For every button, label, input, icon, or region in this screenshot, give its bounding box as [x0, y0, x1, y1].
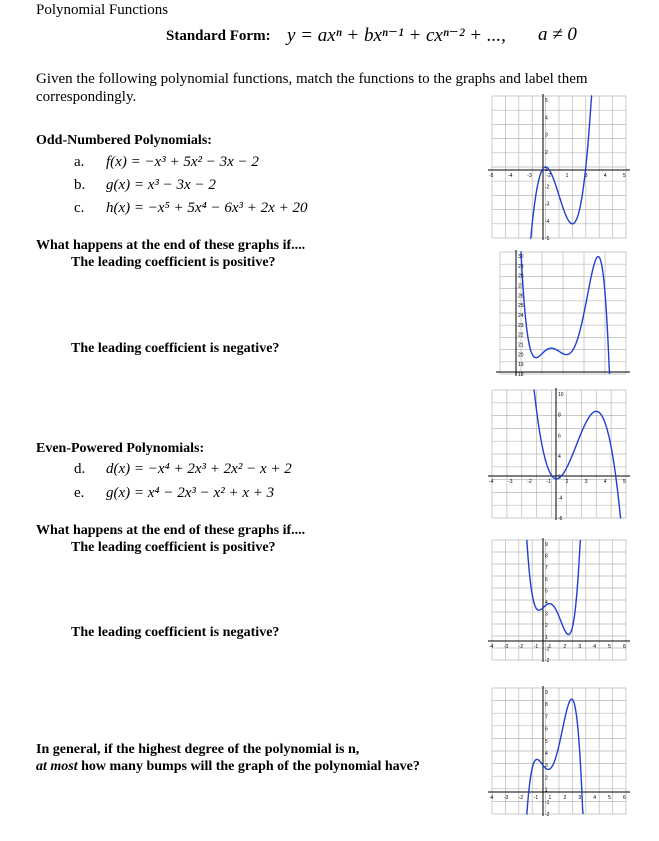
y-tick-label: -4: [545, 218, 550, 225]
y-tick-label: 9: [545, 690, 548, 696]
x-tick-label: -1: [533, 795, 539, 801]
y-tick-label: 18: [518, 372, 524, 378]
y-tick-label: 2: [545, 149, 548, 156]
item-equation: d(x) = −x⁴ + 2x³ + 2x² − x + 2: [106, 461, 292, 477]
y-tick-label: 3: [545, 132, 548, 139]
even-positive: The leading coefficient is positive?: [71, 540, 276, 555]
y-tick-label: -1: [545, 799, 550, 806]
y-tick-label: 4: [545, 600, 548, 606]
y-tick-label: -6: [558, 516, 563, 522]
even-question: What happens at the end of these graphs if....: [36, 523, 306, 538]
graph5-grid: [492, 688, 626, 814]
x-tick-label: -4: [508, 173, 513, 179]
y-tick-label: 10: [558, 392, 564, 398]
y-tick-label: 26: [518, 293, 524, 300]
instructions: Given the following polynomial functions, match the functions to the graphs and label them correspondingly.: [36, 71, 588, 105]
graph-5: [486, 684, 632, 820]
x-tick-label: 2: [565, 479, 569, 485]
even-negative: The leading coefficient is negative?: [71, 625, 280, 640]
standard-form-condition: a ≠ 0: [538, 24, 577, 45]
x-tick-label: -2: [546, 173, 551, 179]
x-tick-label: -4: [489, 479, 494, 485]
y-tick-label: 22: [518, 332, 524, 339]
y-tick-label: 27: [518, 283, 524, 290]
x-tick-label: -4: [489, 644, 494, 650]
graph-3-svg: [486, 386, 632, 524]
item-label: a.: [74, 154, 85, 170]
y-tick-label: 6: [558, 433, 561, 440]
y-tick-label: 29: [518, 263, 524, 270]
y-tick-label: 21: [518, 342, 524, 349]
y-tick-label: 2: [545, 775, 548, 782]
y-tick-label: 4: [545, 115, 548, 122]
y-tick-label: 8: [545, 702, 548, 709]
x-tick-label: 1: [548, 644, 552, 650]
y-tick-label: 6: [545, 576, 548, 583]
x-tick-label: 5: [608, 795, 611, 801]
y-tick-label: -4: [558, 495, 563, 502]
item-label: b.: [74, 177, 86, 193]
x-tick-label: 3: [578, 795, 582, 801]
y-tick-label: 5: [545, 98, 548, 104]
graph4-grid: [492, 540, 626, 660]
y-tick-label: -1: [545, 646, 550, 653]
graph-4-svg: [486, 536, 632, 666]
item-label: d.: [74, 461, 86, 477]
x-tick-label: 2: [563, 644, 567, 650]
even-heading: Even-Powered Polynomials:: [36, 441, 205, 456]
x-tick-label: -3: [503, 644, 509, 650]
item-label: e.: [74, 485, 85, 501]
x-tick-label: -2: [518, 795, 524, 801]
y-tick-label: 23: [518, 322, 524, 329]
y-tick-label: 5: [545, 738, 548, 745]
even-item-e: [74, 485, 274, 502]
y-tick-label: 9: [545, 542, 548, 548]
y-tick-label: 19: [518, 362, 524, 369]
y-tick-label: 2: [545, 623, 548, 630]
standard-form-label: Standard Form:: [166, 28, 271, 44]
y-tick-label: 1: [545, 634, 548, 641]
standard-form-formula: y = axⁿ + bxⁿ⁻¹ + cxⁿ⁻² + ...,: [287, 25, 506, 46]
x-tick-label: -3: [527, 173, 532, 179]
graph1-grid: [492, 96, 626, 238]
y-tick-label: 3: [545, 611, 548, 618]
page-title: Polynomial Functions: [36, 2, 169, 18]
item-equation: f(x) = −x³ + 5x² − 3x − 2: [106, 154, 259, 170]
general-line2: [36, 759, 420, 775]
y-tick-label: 6: [545, 726, 548, 733]
y-tick-label: 5: [545, 588, 548, 595]
general-line1: In general, if the highest degree of the polynomial is n,: [36, 742, 360, 757]
x-tick-label: 4: [603, 479, 607, 485]
y-tick-label: 3: [545, 763, 548, 770]
even-item-d: [74, 461, 292, 478]
x-tick-label: -5: [489, 173, 494, 179]
x-tick-label: 6: [623, 795, 626, 801]
x-tick-label: 2: [563, 795, 567, 801]
y-tick-label: -2: [545, 658, 550, 664]
x-tick-label: -3: [503, 795, 509, 801]
odd-item-b: [74, 177, 216, 194]
x-tick-label: 4: [603, 173, 607, 179]
y-tick-label: -5: [545, 236, 550, 242]
graph-1-svg: [486, 92, 632, 242]
general-rest: how many bumps will the graph of the polynomial have?: [77, 759, 420, 774]
y-tick-label: 1: [545, 167, 548, 173]
y-tick-label: 2: [558, 474, 561, 481]
x-tick-label: -3: [508, 479, 513, 485]
y-tick-label: -2: [545, 184, 550, 191]
graph-2-svg: [486, 246, 632, 384]
x-tick-label: 3: [578, 644, 582, 650]
general-emphasis: at most: [36, 759, 78, 774]
y-tick-label: 8: [558, 412, 561, 419]
odd-question: What happens at the end of these graphs if....: [36, 238, 306, 253]
x-tick-label: -2: [527, 479, 532, 485]
y-tick-label: 8: [545, 553, 548, 560]
y-tick-label: -2: [545, 812, 550, 818]
x-tick-label: 1: [548, 795, 552, 801]
graph-4: [486, 536, 632, 666]
odd-positive: The leading coefficient is positive?: [71, 255, 276, 270]
item-equation: g(x) = x³ − 3x − 2: [106, 177, 216, 193]
y-tick-label: 4: [545, 751, 548, 757]
graph-3: [486, 386, 632, 524]
x-tick-label: -4: [489, 795, 494, 801]
x-tick-label: 3: [584, 479, 588, 485]
x-tick-label: 4: [593, 795, 597, 801]
x-tick-label: 5: [623, 479, 626, 485]
y-tick-label: 28: [518, 273, 524, 280]
graph-2: [486, 246, 632, 384]
y-tick-label: 20: [518, 352, 524, 359]
y-tick-label: 1: [545, 787, 548, 794]
x-tick-label: 5: [608, 644, 611, 650]
y-tick-label: 4: [558, 454, 561, 460]
item-equation: g(x) = x⁴ − 2x³ − x² + x + 3: [106, 485, 275, 501]
item-label: c.: [74, 200, 85, 216]
graph-1: [486, 92, 632, 242]
y-tick-label: 25: [518, 303, 524, 310]
y-tick-label: 7: [545, 565, 548, 572]
x-tick-label: 6: [623, 644, 626, 650]
y-tick-label: 24: [518, 313, 524, 319]
x-tick-label: -1: [546, 479, 551, 485]
x-tick-label: 5: [623, 173, 626, 179]
x-tick-label: -2: [518, 644, 524, 650]
x-tick-label: 4: [593, 644, 597, 650]
y-tick-label: 30: [518, 254, 524, 260]
item-equation: h(x) = −x⁵ + 5x⁴ − 6x³ + 2x + 20: [106, 200, 308, 216]
y-tick-label: 7: [545, 714, 548, 721]
x-tick-label: 3: [584, 173, 588, 179]
odd-negative: The leading coefficient is negative?: [71, 341, 280, 356]
odd-item-a: [74, 154, 259, 171]
graph-5-svg: [486, 684, 632, 820]
odd-heading: Odd-Numbered Polynomials:: [36, 133, 212, 148]
x-tick-label: 1: [565, 173, 569, 179]
y-tick-label: -3: [545, 201, 550, 208]
odd-item-c: [74, 200, 307, 217]
x-tick-label: -1: [533, 644, 539, 650]
